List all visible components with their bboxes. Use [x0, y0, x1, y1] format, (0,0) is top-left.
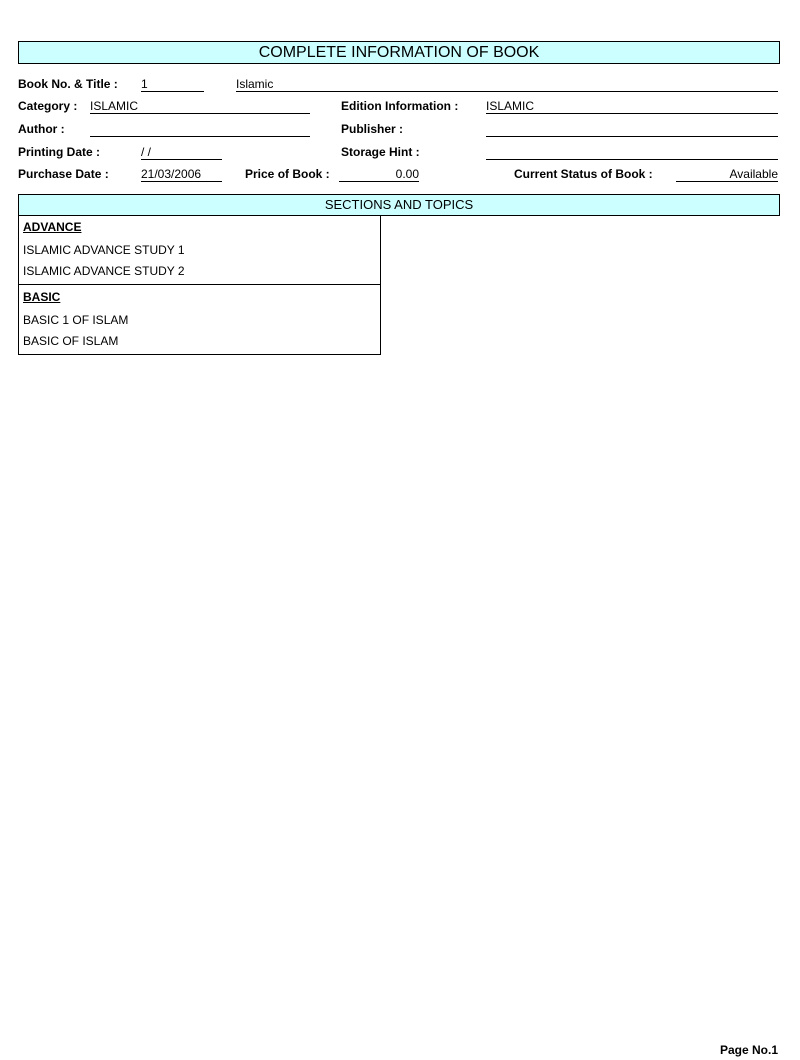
- section-group: [19, 285, 380, 354]
- status-label: Current Status of Book :: [514, 167, 653, 181]
- printing-date-value: / /: [141, 145, 222, 160]
- status-value: Available: [676, 167, 778, 182]
- publisher-label: Publisher :: [341, 122, 404, 136]
- topic-item: ISLAMIC ADVANCE STUDY 2: [23, 264, 185, 278]
- sections-list: [18, 215, 381, 355]
- author-value: [90, 122, 310, 137]
- publisher-value: [486, 122, 778, 137]
- storage-hint-value: [486, 145, 778, 160]
- section-title: ADVANCE: [23, 220, 82, 234]
- category-value: ISLAMIC: [90, 99, 310, 114]
- sections-header: SECTIONS AND TOPICS: [18, 194, 780, 216]
- price-value: 0.00: [339, 167, 419, 182]
- report-title: COMPLETE INFORMATION OF BOOK: [18, 41, 780, 64]
- edition-label: Edition Information :: [341, 99, 459, 113]
- section-title: BASIC: [23, 290, 61, 304]
- topic-item: BASIC 1 OF ISLAM: [23, 313, 129, 327]
- topic-item: BASIC OF ISLAM: [23, 334, 119, 348]
- storage-hint-label: Storage Hint :: [341, 145, 420, 159]
- category-label: Category :: [18, 99, 78, 113]
- author-label: Author :: [18, 122, 65, 136]
- price-label: Price of Book :: [245, 167, 330, 181]
- book-title-value: Islamic: [236, 77, 778, 92]
- purchase-date-value: 21/03/2006: [141, 167, 222, 182]
- edition-value: ISLAMIC: [486, 99, 778, 114]
- book-no-value: 1: [141, 77, 204, 92]
- topic-item: ISLAMIC ADVANCE STUDY 1: [23, 243, 185, 257]
- printing-date-label: Printing Date :: [18, 145, 101, 159]
- purchase-date-label: Purchase Date :: [18, 167, 109, 181]
- page-number: Page No.1: [719, 1043, 778, 1057]
- book-no-title-label: Book No. & Title :: [18, 77, 118, 91]
- section-group: [19, 215, 380, 285]
